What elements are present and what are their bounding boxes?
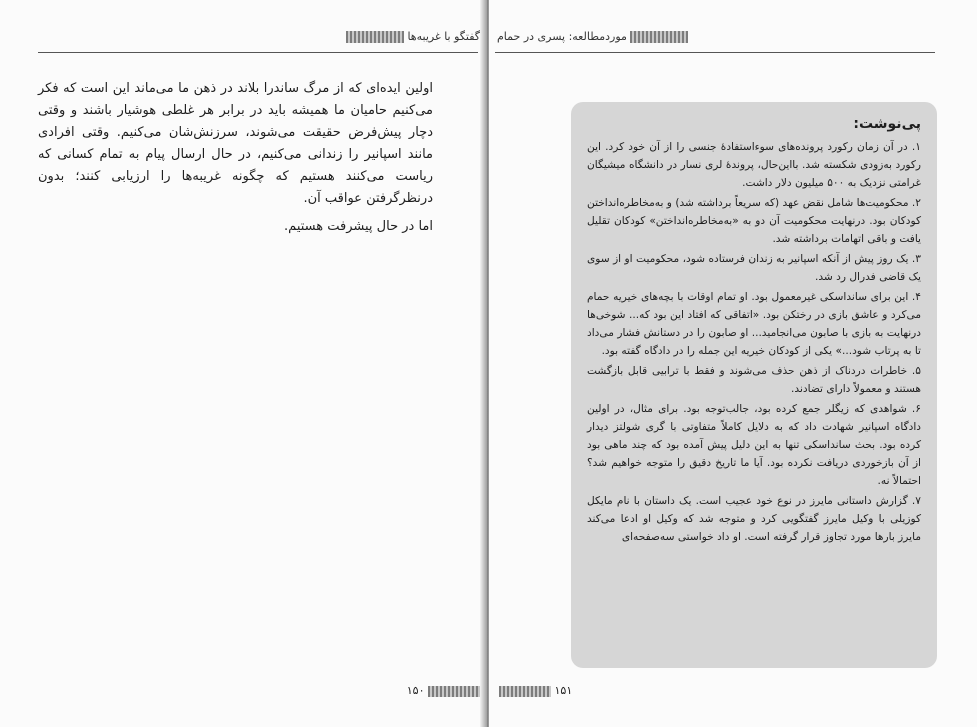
footnotes-box <box>571 102 937 668</box>
left-page-number: ۱۵۰ <box>406 684 425 697</box>
footnote-item: ۱. در آن زمان رکورد پرونده‌های سوءاستفادهٔ جنسی را از آن خود کرد. این رکورد به‌زودی شکسته شد. بااین‌حال، پروندهٔ لری نسار در دانشگاه میشیگان غرامتی نزدیک به ۵۰۰ میلیون دلار داشت. <box>587 141 921 189</box>
header-rule <box>38 52 478 53</box>
right-page <box>488 0 977 727</box>
footnote-item: ۵. خاطرات دردناک از ذهن حذف می‌شوند و فقط با ترابیی قابل بازگشت هستند و معمولاً دارای تضادند. <box>587 365 921 395</box>
footnote-item: ۶. شواهدی که زیگلر جمع کرده بود، جالب‌توجه بود. برای مثال، در اولین دادگاه اسپانیر شهادت داد که به دلایل کاملاً متفاوتی با گری شولتز دیدار کرده بود. بحث سانداسکی تنها به این دلیل پیش آمده بود که چند ماهی بود از آن بازخوردی دریافت نکرده بود. آیا ما تاریخ دقیق را متوجه خواهیم شد؟ احتمالاً نه. <box>587 403 921 487</box>
left-folio <box>400 683 480 699</box>
header-rule <box>495 52 935 53</box>
right-running-head-text: موردمطالعه: پسری در حمام <box>497 30 627 43</box>
footnote-item: ۴. این برای سانداسکی غیرمعمول بود. او تمام اوقات با بچه‌های خیریه حمام می‌کرد و عاشق بازی در رختکن بود. «اتفاقی که افتاد این بود که... شوخی‌ها درنهایت به بازی با صابون می‌انجامید... او صابون را در دستانش فشار می‌داد تا به پرتاب شود...» یکی از کودکان خیریه این جمله را در دادگاه گفته بود. <box>587 291 921 357</box>
right-running-head <box>497 28 717 46</box>
header-ornament-bar <box>630 31 688 43</box>
folio-ornament-bar <box>499 686 551 697</box>
left-body-text <box>38 78 433 244</box>
footnotes-title: پی‌نوشت: <box>853 116 921 132</box>
left-running-head-text: گفتگو با غریبه‌ها <box>407 30 480 43</box>
folio-ornament-bar <box>428 686 480 697</box>
footnote-item: ۳. یک روز پیش از آنکه اسپانیر به زندان فرستاده شود، محکومیت او از سوی یک قاضی فدرال رد شد. <box>587 253 921 283</box>
right-page-number: ۱۵۱ <box>554 684 573 697</box>
body-paragraph: اما در حال پیشرفت هستیم. <box>284 219 433 234</box>
body-paragraph: اولین ایده‌ای که از مرگ ساندرا بلاند در ذهن ما می‌ماند این است که فکر می‌کنیم حامیان ما همیشه باید در برابر هر غلطی هوشیار باشند و وقتی دچار پیش‌فرض حقیقت می‌شوند، سرزنش‌شان می‌کنیم. وقتی افرادی مانند اسپانیر را زندانی می‌کنیم، در حال ارسال پیام به تمام کسانی که ریاست می‌کنند هستیم که چگونه غریبه‌ها را ارزیابی کنند؛ بدون درنظرگرفتن عواقب آن. <box>38 81 433 206</box>
left-running-head <box>330 28 480 46</box>
footnote-item: ۲. محکومیت‌ها شامل نقض عهد (که سریعاً برداشته شد) و به‌مخاطره‌انداختن کودکان بود. درنهایت محکومیت آن دو به «به‌مخاطره‌انداختن» کودکان تقلیل یافت و باقی اتهامات برداشته شد. <box>587 197 921 245</box>
left-page <box>0 0 486 727</box>
right-folio <box>499 683 599 699</box>
footnote-item: ۷. گزارش داستانی مایرز در نوع خود عجیب است. یک داستان با نام مایکل کوزیلی با وکیل مایرز گفتگویی کرد و متوجه شد که وکیل او ادعا می‌کند مایرز بارها مورد تجاوز قرار گرفته است. او داد خواستی سه‌صفحه‌ای <box>587 495 921 543</box>
header-ornament-bar <box>346 31 404 43</box>
